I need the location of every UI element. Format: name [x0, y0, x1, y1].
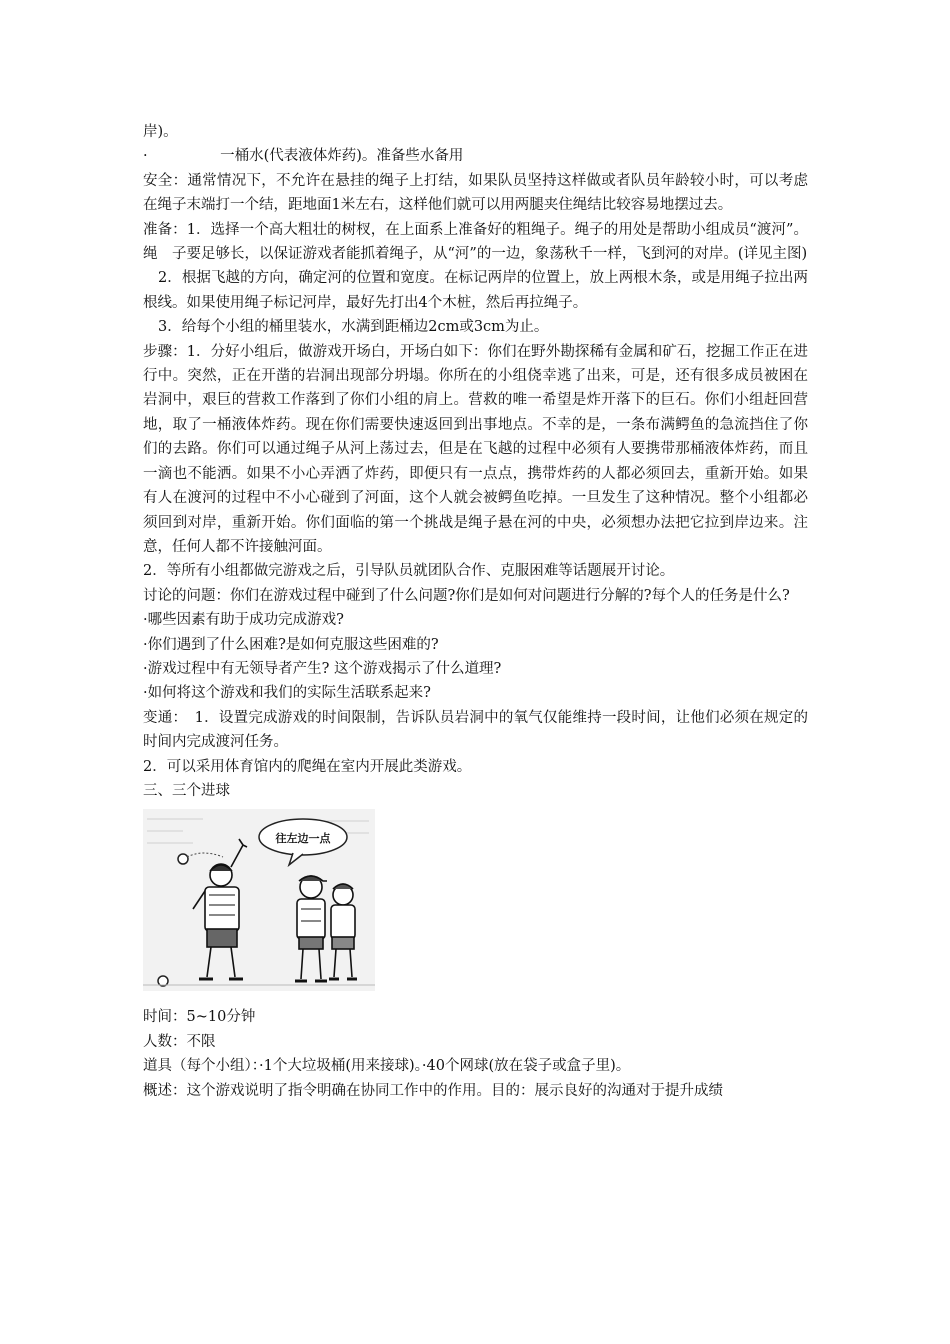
document-page: [143, 120, 808, 1103]
paragraph-overview: 概述：这个游戏说明了指令明确在协同工作中的作用。目的：展示良好的沟通对于提升成绩: [143, 1082, 723, 1099]
paragraph-safety: 安全：通常情况下，不允许在悬挂的绳子上打结，如果队员坚持这样做或者队员年龄较小时，可以考虑在绳子末端打一个结，距地面1米左右，这样他们就可以用两腿夹住绳结比较容易地摆过去。: [143, 172, 808, 214]
paragraph-discussion: 讨论的问题：你们在游戏过程中碰到了什么问题?你们是如何对问题进行分解的?每个人的任务是什么?: [143, 587, 790, 604]
paragraph-bucket-item: · 一桶水(代表液体炸药)。准备些水备用: [143, 148, 464, 165]
paragraph-preparation-2: 2．根据飞越的方向，确定河的位置和宽度。在标记两岸的位置上，放上两根木条，或是用绳子拉出两根线。如果使用绳子标记河岸，最好先打出4个木桩，然后再拉绳子。: [143, 270, 808, 311]
paragraph-variation-2: 2．可以采用体育馆内的爬绳在室内开展此类游戏。: [143, 758, 472, 775]
paragraph-steps-1: 步骤：1．分好小组后，做游戏开场白，开场白如下：你们在野外勘探稀有金属和矿石，挖掘工作正在进行中。突然，正在开凿的岩洞出现部分坍塌。你所在的小组侥幸逃了出来，可是，还有很多成员被困在岩洞中，艰巨的营救工作落到了你们小组的肩上。营救的唯一希望是炸开落下的巨石。你们小组赶回营地，取了一桶液体炸药。现在你们需要快速返回到出事地点。不幸的是，一条布满鳄鱼的急流挡住了你们的去路。你们可以通过绳子从河上荡过去，但是在飞越的过程中必须有人要携带那桶液体炸药，而且一滴也不能洒。如果不小心弄洒了炸药，即便只有一点点，携带炸药的人都必须回去，重新开始。如果有人在渡河的过程中不小心碰到了河面，这个人就会被鳄鱼吃掉。一旦发生了这种情况。整个小组都必须回到对岸，重新开始。你们面临的第一个挑战是绳子悬在河的中央，必须想办法把它拉到岸边来。注意，任何人都不许接触河面。: [143, 343, 808, 555]
paragraph-people: 人数：不限: [143, 1033, 216, 1050]
discussion-bullet-1: ·哪些因素有助于成功完成游戏?: [143, 612, 344, 629]
paragraph-preparation-1: 准备：1．选择一个高大粗壮的树杈，在上面系上准备好的粗绳子。绳子的用处是帮助小组成员“渡河”。绳 子要足够长，以保证游戏者能抓着绳子，从“河”的一边，象荡秋千一样，飞到河的对岸。(详见主图): [143, 221, 808, 263]
discussion-bullet-2: ·你们遇到了什么困难?是如何克服这些困难的?: [143, 636, 439, 653]
discussion-bullet-3: ·游戏过程中有无领导者产生? 这个游戏揭示了什么道理?: [143, 660, 502, 677]
speech-bubble-text: 往左边一点: [275, 832, 331, 846]
paragraph-preparation-3: 3．给每个小组的桶里装水，水满到距桶边2cm或3cm为止。: [158, 319, 549, 336]
paragraph-bank-end: 岸)。: [143, 124, 178, 140]
paragraph-variation-1: 变通： 1．设置完成游戏的时间限制，告诉队员岩洞中的氧气仅能维持一段时间，让他们必须在规定的时间内完成渡河任务。: [143, 709, 808, 751]
ball-icon: [178, 854, 188, 864]
discussion-bullet-4: ·如何将这个游戏和我们的实际生活联系起来?: [143, 685, 431, 702]
cartoon-illustration: [143, 809, 375, 991]
paragraph-steps-2: 2．等所有小组都做完游戏之后，引导队员就团队合作、克服困难等话题展开讨论。: [143, 563, 675, 580]
paragraph-time: 时间：5~10分钟: [143, 1009, 256, 1026]
section-heading-three-goals: 三、三个进球: [143, 782, 230, 799]
paragraph-props: 道具（每个小组）：·1个大垃圾桶(用来接球)。·40个网球(放在袋子或盒子里)。: [143, 1058, 631, 1075]
